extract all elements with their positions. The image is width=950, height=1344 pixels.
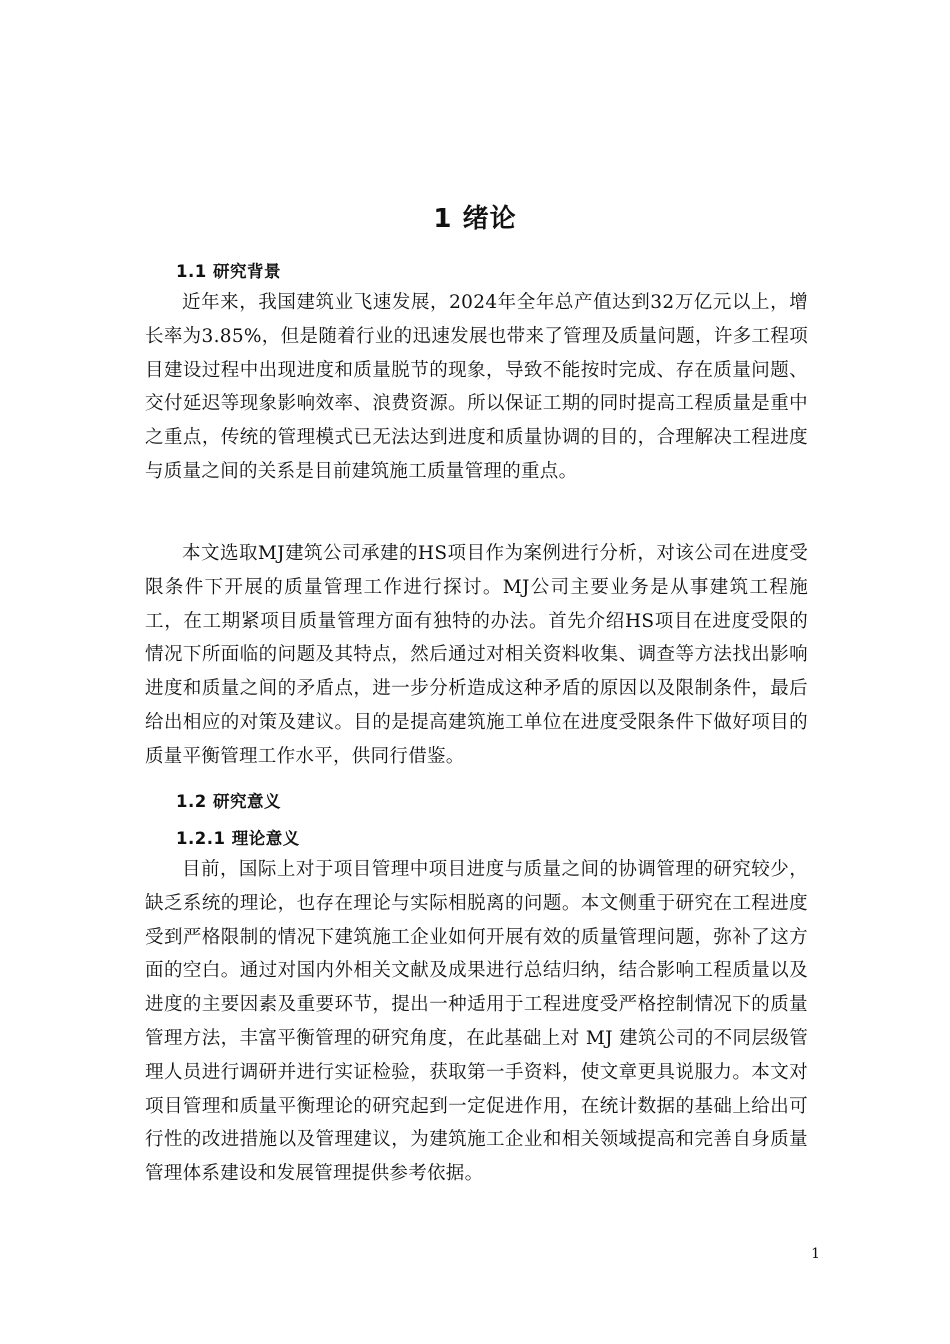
section-heading-1-1: 1.1 研究背景 xyxy=(176,262,281,281)
page-number: 1 xyxy=(811,1246,820,1262)
chapter-title: 1 绪论 xyxy=(433,204,517,234)
section-heading-1-2: 1.2 研究意义 xyxy=(176,792,281,811)
section-heading-1-2-1: 1.2.1 理论意义 xyxy=(176,829,300,848)
paragraph-background-1: 近年来，我国建筑业飞速发展，2024年全年总产值达到32万亿元以上，增长率为3.85%，但是随着行业的迅速发展也带来了管理及质量问题，许多工程项目建设过程中出现进度和质量脱节的现象，导致不能按时完成、存在质量问题、交付延迟等现象影响效率、浪费资源。所以保证工期的同时提高工程质量是重中之重点，传统的管理模式已无法达到进度和质量协调的目的，合理解决工程进度与质量之间的关系是目前建筑施工质量管理的重点。 xyxy=(145,292,808,482)
paragraph-theory: 目前，国际上对于项目管理中项目进度与质量之间的协调管理的研究较少，缺乏系统的理论，也存在理论与实际相脱离的问题。本文侧重于研究在工程进度受到严格限制的情况下建筑施工企业如何开展有效的质量管理问题，弥补了这方面的空白。通过对国内外相关文献及成果进行总结归纳，结合影响工程质量以及进度的主要因素及重要环节，提出一种适用于工程进度受严格控制情况下的质量管理方法，丰富平衡管理的研究角度，在此基础上对 MJ 建筑公司的不同层级管理人员进行调研并进行实证检验，获取第一手资料，使文章更具说服力。本文对项目管理和质量平衡理论的研究起到一定促进作用，在统计数据的基础上给出可行性的改进措施以及管理建议，为建筑施工企业和相关领域提高和完善自身质量管理体系建设和发展管理提供参考依据。 xyxy=(145,859,808,1185)
paragraph-background-2: 本文选取MJ建筑公司承建的HS项目作为案例进行分析，对该公司在进度受限条件下开展的质量管理工作进行探讨。MJ公司主要业务是从事建筑工程施工，在工期紧项目质量管理方面有独特的办法。首先介绍HS项目在进度受限的情况下所面临的问题及其特点，然后通过对相关资料收集、调查等方法找出影响进度和质量之间的矛盾点，进一步分析造成这种矛盾的原因以及限制条件，最后给出相应的对策及建议。目的是提高建筑施工单位在进度受限条件下做好项目的质量平衡管理工作水平，供同行借鉴。 xyxy=(145,543,808,767)
